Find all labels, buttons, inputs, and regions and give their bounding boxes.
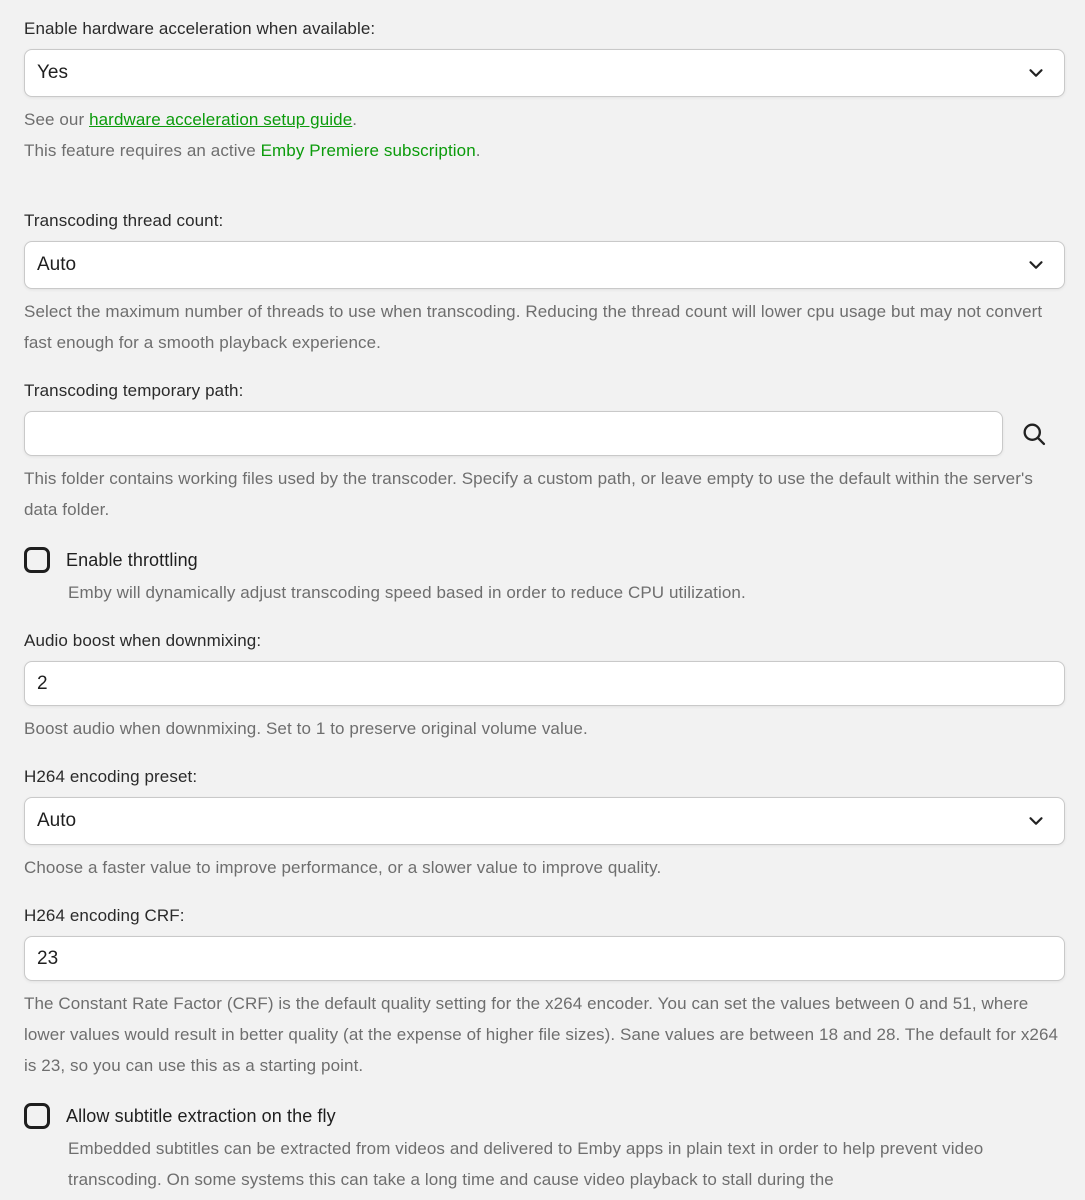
h264-crf-help: The Constant Rate Factor (CRF) is the default quality setting for the x264 encoder. You can set the values between 0 and 51, where lower values would result in better quality (at the expense of higher file sizes). Sane values are between 18 and 28. The default for x264 is 23, so you can use this as a starting point. xyxy=(24,994,1059,1075)
subtitle-extraction-label[interactable]: Allow subtitle extraction on the fly xyxy=(66,1105,336,1126)
thread-count-select[interactable] xyxy=(24,241,1065,289)
hardware-acceleration-guide-line xyxy=(24,104,1065,135)
subtitle-extraction-checkbox[interactable] xyxy=(24,1103,50,1129)
field-thread-count xyxy=(24,210,1065,358)
premiere-prefix-text: This feature requires an active xyxy=(24,141,261,160)
guide-suffix-text: . xyxy=(352,110,358,129)
hardware-acceleration-value: Yes xyxy=(37,62,68,83)
temp-path-help: This folder contains working files used by the transcoder. Specify a custom path, or leave empty to use the default within the server's data folder. xyxy=(24,469,1033,519)
chevron-down-icon xyxy=(1025,254,1047,276)
hardware-acceleration-label: Enable hardware acceleration when available: xyxy=(24,19,376,38)
thread-count-help: Select the maximum number of threads to use when transcoding. Reducing the thread count will lower cpu usage but may not convert fast enough for a smooth playback experience. xyxy=(24,302,1043,352)
hardware-acceleration-select[interactable] xyxy=(24,49,1065,97)
field-subtitle-extraction xyxy=(24,1103,1065,1195)
h264-crf-input[interactable] xyxy=(24,936,1065,981)
guide-prefix-text: See our xyxy=(24,110,90,129)
h264-preset-select[interactable] xyxy=(24,797,1065,845)
emby-premiere-link[interactable]: Emby Premiere subscription xyxy=(260,141,476,160)
temp-path-input[interactable] xyxy=(24,411,1003,456)
field-throttling xyxy=(24,547,1065,608)
h264-crf-label: H264 encoding CRF: xyxy=(24,906,185,925)
audio-boost-help: Boost audio when downmixing. Set to 1 to preserve original volume value. xyxy=(24,719,588,738)
field-hardware-acceleration xyxy=(24,18,1065,166)
temp-path-row xyxy=(24,411,1065,456)
throttling-check-row xyxy=(24,547,1065,573)
chevron-down-icon xyxy=(1025,62,1047,84)
field-h264-crf xyxy=(24,905,1065,1081)
throttling-checkbox[interactable] xyxy=(24,547,50,573)
search-icon xyxy=(1020,420,1048,448)
premiere-suffix-text: . xyxy=(475,141,481,160)
thread-count-value: Auto xyxy=(37,254,77,275)
throttling-help: Emby will dynamically adjust transcoding speed based in order to reduce CPU utilization. xyxy=(68,583,746,602)
field-audio-boost xyxy=(24,630,1065,744)
chevron-down-icon xyxy=(1025,810,1047,832)
browse-path-button[interactable] xyxy=(1003,411,1065,456)
field-h264-preset xyxy=(24,766,1065,883)
h264-preset-value: Auto xyxy=(37,810,77,831)
audio-boost-input[interactable] xyxy=(24,661,1065,706)
subtitle-extraction-check-row xyxy=(24,1103,1065,1129)
throttling-label[interactable]: Enable throttling xyxy=(66,549,198,570)
subtitle-extraction-help: Embedded subtitles can be extracted from videos and delivered to Emby apps in plain text in order to help prevent video transcoding. On some systems this can take a long time and cause video playback to stall during the xyxy=(68,1139,984,1189)
h264-preset-help: Choose a faster value to improve performance, or a slower value to improve quality. xyxy=(24,858,662,877)
thread-count-label: Transcoding thread count: xyxy=(24,211,224,230)
h264-preset-label: H264 encoding preset: xyxy=(24,767,198,786)
audio-boost-label: Audio boost when downmixing: xyxy=(24,631,262,650)
temp-path-label: Transcoding temporary path: xyxy=(24,381,244,400)
premiere-requirement-line xyxy=(24,135,1065,166)
hardware-acceleration-guide-link[interactable]: hardware acceleration setup guide xyxy=(89,110,353,129)
field-temp-path xyxy=(24,380,1065,525)
